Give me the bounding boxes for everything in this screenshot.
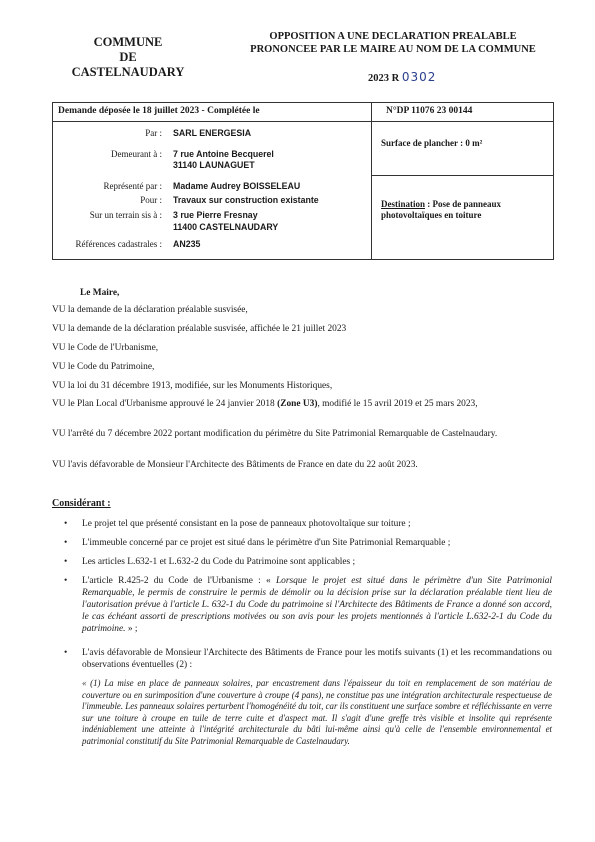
surface-plancher: Surface de plancher : 0 m² <box>381 138 483 148</box>
abf-quote: « (1) La mise en place de panneaux solaires, par encastrement dans l'épaisseur du toit en remplacement de son matériau de couverture ou en surimposition d'une couverture à croupe (4 pans), ne constitue pas une intégration architecturale respectueuse de l'immeuble. Les panneaux solaires perturbent l'homogénéité du toit, car ils constituent une surface sombre et réfléchissante en verre sur une toiture à croupe en tuile de terre cuite et d'aspect mat. Il s'agit d'une greffe très visible et insolite qui représente indéniablement une atteinte à l'intégrité architecturale du bâti lui-même ainsi qu'à celle de l'ensemble environnemental et patrimonial constitutif du Site Patrimonial Remarquable de Castelnaudary. <box>82 678 552 746</box>
handwritten-number: 0302 <box>401 70 437 84</box>
considerant-item <box>64 556 552 568</box>
box-divider <box>371 103 372 259</box>
bullet-icon: • <box>64 557 68 567</box>
terrain-line1: 3 rue Pierre Fresnay <box>173 210 258 220</box>
document-title <box>238 30 548 56</box>
considerant-text: Les articles L.632-1 et L.632-2 du Code du Patrimoine sont applicables ; <box>82 557 356 567</box>
vu-item-plu <box>52 398 552 410</box>
vu-item: VU le Code du Patrimoine, <box>52 362 155 372</box>
considerant-text: L'article R.425-2 du Code de l'Urbanisme : « <box>82 576 276 586</box>
pour-value: Travaux sur construction existante <box>173 195 319 205</box>
arrete-number <box>368 70 436 84</box>
vu-item: VU le Code de l'Urbanisme, <box>52 343 159 353</box>
commune-line: COMMUNE <box>93 35 163 49</box>
vu-plu-text: VU le Plan Local d'Urbanisme approuvé le 24 janvier 2018 <box>52 399 278 409</box>
considerant-item <box>64 647 552 671</box>
title-line: OPPOSITION A UNE DECLARATION PREALABLE <box>269 31 517 42</box>
pour-label: Pour : <box>140 195 162 205</box>
destination-value: : Pose de panneaux photovoltaïques en toiture <box>381 199 502 220</box>
vu-item: VU la loi du 31 décembre 1913, modifiée, sur les Monuments Historiques, <box>52 381 333 391</box>
vu-item: VU l'avis défavorable de Monsieur l'Architecte des Bâtiments de France en date du 22 août 2023. <box>52 460 418 470</box>
bullet-icon: • <box>64 648 68 658</box>
cadastre-value: AN235 <box>173 239 201 249</box>
vu-item: VU l'arrêté du 7 décembre 2022 portant modification du périmètre du Site Patrimonial Remarquable de Castelnaudary. <box>52 429 498 439</box>
commune-line: DE <box>119 50 137 64</box>
box-divider <box>371 175 553 176</box>
vu-item: VU la demande de la déclaration préalable susvisée, <box>52 305 248 315</box>
considerant-item <box>64 537 552 549</box>
demeurant-line2: 31140 LAUNAGUET <box>173 160 255 170</box>
maire-heading: Le Maire, <box>80 288 120 298</box>
terrain-line2: 11400 CASTELNAUDARY <box>173 222 279 232</box>
commune-header <box>58 35 198 80</box>
bullet-icon: • <box>64 519 68 529</box>
considerant-heading: Considérant : <box>52 498 111 509</box>
arrete-prefix: 2023 R <box>368 73 400 84</box>
considerant-item <box>64 575 552 635</box>
cadastre-label: Références cadastrales : <box>75 239 162 249</box>
considerant-text: L'avis défavorable de Monsieur l'Architecte des Bâtiments de France pour les motifs suivants (1) et les recommandations ou observations éventuelles (2) : <box>82 648 552 670</box>
represente-label: Représenté par : <box>103 181 162 191</box>
deposit-date: Demande déposée le 18 juillet 2023 - Complétée le <box>58 106 260 116</box>
considerant-text: Le projet tel que présenté consistant en la pose de panneaux photovoltaïque sur toiture ; <box>82 519 411 529</box>
demeurant-line1: 7 rue Antoine Becquerel <box>173 149 274 159</box>
title-line: PRONONCEE PAR LE MAIRE AU NOM DE LA COMMUNE <box>250 44 536 55</box>
considerant-item <box>64 518 552 530</box>
considerant-text: L'immeuble concerné par ce projet est situé dans le périmètre d'un Site Patrimonial Remarquable ; <box>82 538 451 548</box>
bullet-icon: • <box>64 538 68 548</box>
box-divider <box>53 121 553 122</box>
par-value: SARL ENERGESIA <box>173 128 252 138</box>
vu-plu-text-end: , modifié le 15 avril 2019 et 25 mars 2023, <box>317 399 478 409</box>
vu-item: VU la demande de la déclaration préalable susvisée, affichée le 21 juillet 2023 <box>52 324 347 334</box>
terrain-label: Sur un terrain sis à : <box>89 210 162 220</box>
bullet-icon: • <box>64 576 68 586</box>
considerant-text-end: » ; <box>125 624 138 634</box>
commune-line: CASTELNAUDARY <box>71 65 185 79</box>
destination <box>381 199 541 221</box>
destination-label: Destination <box>381 199 426 209</box>
dossier-number: N°DP 11076 23 00144 <box>386 106 473 116</box>
par-label: Par : <box>145 128 162 138</box>
considerant-quote: Lorsque le projet est situé dans le périmètre d'un Site Patrimonial Remarquable, le permis de construire le permis de démolir ou la décision prise sur la déclaration préalable tient lieu de l'autorisation prévue à l'article L. 632-1 du Code du patrimoine si l'Architecte des Bâtiments de France a donné son accord, le cas échéant assorti de prescriptions motivées ou son avis pour les projets mentionnés à l'article L.632-2-1 du Code du patrimoine. <box>82 576 552 634</box>
represente-value: Madame Audrey BOISSELEAU <box>173 181 301 191</box>
vu-plu-zone: (Zone U3) <box>277 399 318 409</box>
demeurant-label: Demeurant à : <box>111 149 162 159</box>
